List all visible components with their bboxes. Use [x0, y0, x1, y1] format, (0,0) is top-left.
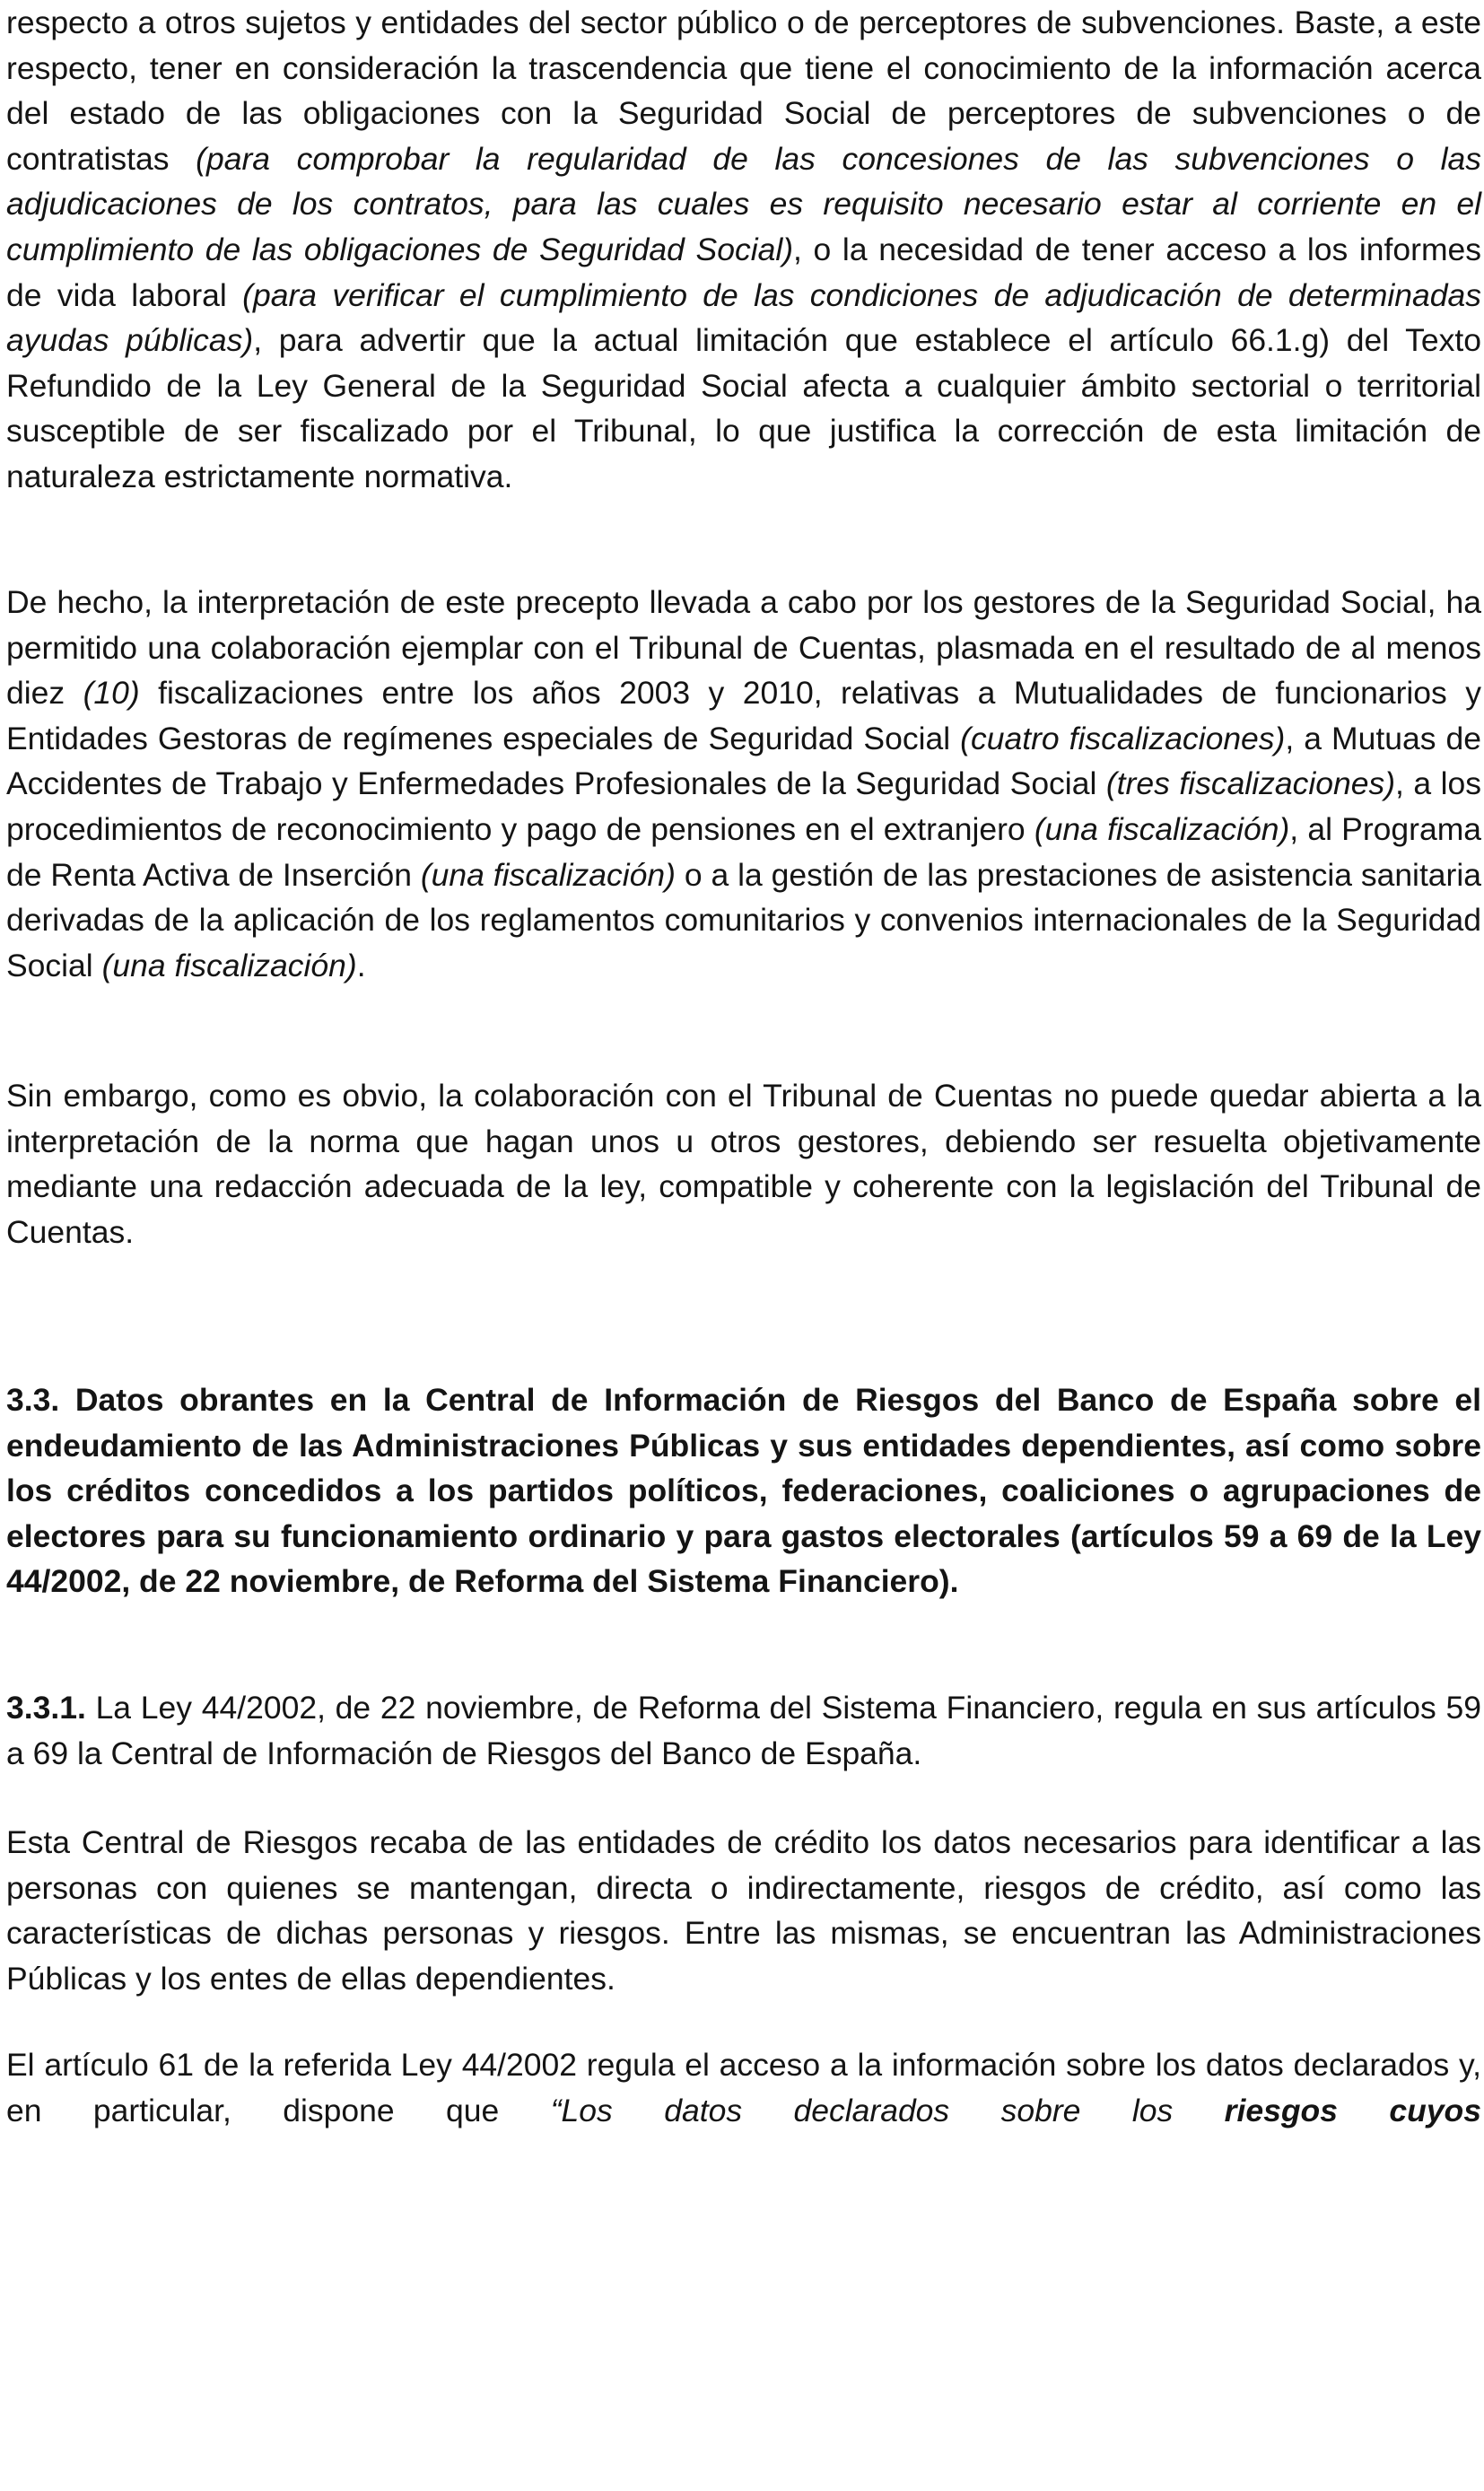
- paragraph-3-3-1: [6, 1685, 1481, 1776]
- paragraph-sin-embargo: Sin embargo, como es obvio, la colaboración con el Tribunal de Cuentas no puede quedar abierta a la interpretación de la norma que hagan unos u otros gestores, debiendo ser resuelta objetivamente mediante una redacción adecuada de la ley, compatible y coherente con la legislación del Tribunal de Cuentas.: [6, 1078, 1481, 1250]
- text-span: o a la gestión de las prestaciones de asistencia sanitaria derivadas de la aplicación de los reglamentos comunitarios y convenios internacionales de la Seguridad Social: [6, 856, 1482, 983]
- italic-text: (una fiscalización): [1034, 810, 1290, 847]
- paragraph-seguridad-social-limitacion: [6, 0, 1481, 500]
- text-span: respecto a otros sujetos y entidades del sector público o de perceptores de subvenciones. Baste, a este respecto, tener en consideración la trascendencia que tiene el conocimiento de la información acerca del estado de las obligaciones con la Seguridad Social de perceptores de subvenciones o de contratistas: [6, 4, 1481, 177]
- text-span: , al Programa de Renta Activa de Inserción: [6, 810, 1482, 893]
- text-span: , a los procedimientos de reconocimiento y pago de pensiones en el extranjero: [6, 765, 1481, 847]
- italic-text: (tres fiscalizaciones): [1105, 765, 1396, 802]
- italic-text: (10): [83, 675, 140, 712]
- section-heading-3-3: 3.3. Datos obrantes en la Central de Información de Riesgos del Banco de España sobre el endeudamiento de las Administraciones Públicas y sus entidades dependientes, así como sobre los créditos concedidos a los partidos políticos, federaciones, coaliciones o agrupaciones de electores para su funcionamiento ordinario y para gastos electorales (artículos 59 a 69 de la Ley 44/2002, de 22 noviembre, de Reforma del Sistema Financiero).: [6, 1382, 1481, 1600]
- paragraph-central-de-riesgos: Esta Central de Riesgos recaba de las entidades de crédito los datos necesarios para identificar a las personas con quienes se mantengan, directa o indirectamente, riesgos de crédito, así como las características de dichas personas y riesgos. Entre las mismas, se encuentran las Administraciones Públicas y los entes de ellas dependientes.: [6, 1824, 1481, 1997]
- text-span: .: [356, 947, 366, 983]
- section-number: 3.3.1.: [6, 1690, 86, 1726]
- paragraph-articulo-61: [6, 2042, 1481, 2133]
- italic-text: (una fiscalización): [101, 947, 357, 983]
- italic-quote: “Los datos declarados sobre los: [550, 2092, 1225, 2128]
- text-span: El artículo 61 de la referida Ley 44/2002 regula el acceso a la información sobre los datos declarados y, en particular, dispone que: [6, 2047, 1481, 2128]
- italic-text: (cuatro fiscalizaciones): [960, 720, 1286, 756]
- text-span: , o la necesidad de tener acceso a los informes de vida laboral: [6, 231, 1482, 313]
- bold-italic-quote: riesgos cuyos: [1224, 2092, 1481, 2128]
- italic-text: (para verificar el cumplimiento de las condiciones de adjudicación de determinadas ayudas públicas): [6, 276, 1481, 359]
- paragraph-colaboracion-ejemplar: [6, 580, 1481, 988]
- italic-text: (una fiscalización): [420, 856, 676, 893]
- text-span: La Ley 44/2002, de 22 noviembre, de Reforma del Sistema Financiero, regula en sus artículos 59 a 69 la Central de Información de Riesgos del Banco de España.: [6, 1690, 1481, 1771]
- text-span: fiscalizaciones entre los años 2003 y 2010, relativas a Mutualidades de funcionarios y Entidades Gestoras de regímenes especiales de Seguridad Social: [6, 675, 1481, 756]
- text-span: De hecho, la interpretación de este precepto llevada a cabo por los gestores de la Seguridad Social, ha permitido una colaboración ejemplar con el Tribunal de Cuentas, plasmada en el resultado de al menos diez: [6, 584, 1481, 712]
- italic-text: (para comprobar la regularidad de las concesiones de las subvenciones o las adjudicaciones de los contratos, para las cuales es requisito necesario estar al corriente en el cumplimiento de las obligaciones de Seguridad Social): [6, 140, 1481, 267]
- text-span: , a Mutuas de Accidentes de Trabajo y Enfermedades Profesionales de la Seguridad Social: [6, 720, 1481, 802]
- text-span: , para advertir que la actual limitación que establece el artículo 66.1.g) del Texto Refundido de la Ley General de la Seguridad Social afecta a cualquier ámbito sectorial o territorial susceptible de ser fiscalizado por el Tribunal, lo que justifica la corrección de esta limitación de naturaleza estrictamente normativa.: [6, 322, 1482, 494]
